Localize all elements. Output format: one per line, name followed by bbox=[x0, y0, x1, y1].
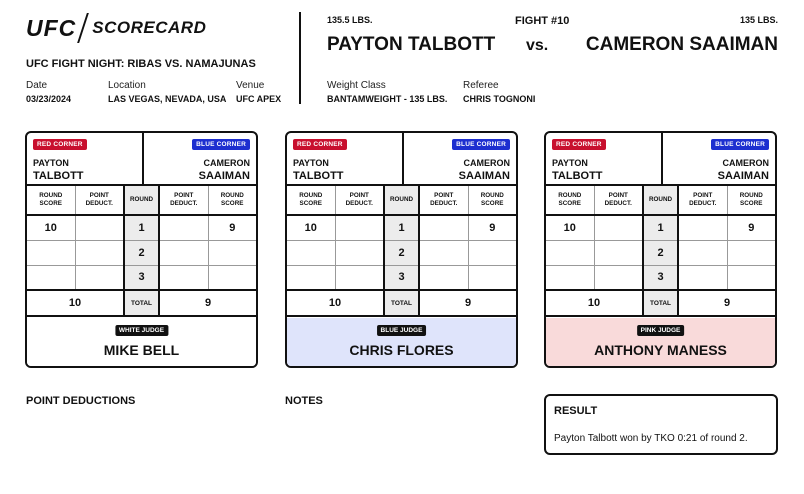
header-point-deduct: POINT DEDUCT. bbox=[159, 186, 208, 215]
red-last-name: TALBOTT bbox=[552, 170, 603, 182]
total-row bbox=[27, 290, 256, 316]
blue-total: 9 bbox=[419, 290, 516, 316]
blue-round-score bbox=[727, 240, 775, 265]
red-round-score bbox=[546, 265, 594, 290]
judge-footer bbox=[546, 318, 775, 368]
header-round: ROUND bbox=[643, 186, 678, 215]
blue-point-deduct bbox=[678, 215, 727, 240]
corner-divider bbox=[142, 133, 144, 186]
round-number: 3 bbox=[384, 265, 419, 290]
date-label: Date bbox=[26, 80, 48, 91]
blue-corner-badge: BLUE CORNER bbox=[192, 139, 250, 150]
red-first-name: PAYTON bbox=[293, 158, 329, 168]
round-row bbox=[287, 265, 516, 290]
blue-last-name: SAAIMAN bbox=[198, 170, 250, 182]
result-text: Payton Talbott won by TKO 0:21 of round 2. bbox=[554, 433, 748, 444]
header-round-score: ROUND SCORE bbox=[727, 186, 775, 215]
round-row bbox=[27, 240, 256, 265]
logo-text: UFC bbox=[26, 14, 77, 41]
red-round-score bbox=[27, 240, 75, 265]
blue-round-score: 9 bbox=[468, 215, 516, 240]
blue-last-name: SAAIMAN bbox=[458, 170, 510, 182]
score-grid bbox=[546, 186, 775, 317]
total-row bbox=[546, 290, 775, 316]
point-deductions-title: POINT DEDUCTIONS bbox=[26, 395, 136, 407]
header-round: ROUND bbox=[124, 186, 159, 215]
location-value: LAS VEGAS, NEVADA, USA bbox=[108, 94, 227, 104]
weight-class-value: BANTAMWEIGHT - 135 LBS. bbox=[327, 94, 448, 104]
round-number: 1 bbox=[384, 215, 419, 240]
blue-point-deduct bbox=[419, 240, 468, 265]
round-row bbox=[287, 215, 516, 240]
blue-total: 9 bbox=[159, 290, 256, 316]
red-weight: 135.5 LBS. bbox=[327, 15, 373, 25]
blue-point-deduct bbox=[159, 265, 208, 290]
red-fighter-name: PAYTON TALBOTT bbox=[327, 34, 496, 55]
blue-corner-badge: BLUE CORNER bbox=[711, 139, 769, 150]
blue-point-deduct bbox=[159, 240, 208, 265]
round-number: 1 bbox=[124, 215, 159, 240]
blue-weight: 135 LBS. bbox=[739, 15, 778, 25]
red-point-deduct bbox=[335, 240, 384, 265]
header-point-deduct: POINT DEDUCT. bbox=[75, 186, 124, 215]
red-round-score bbox=[287, 265, 335, 290]
blue-point-deduct bbox=[678, 240, 727, 265]
ufc-logo bbox=[26, 13, 206, 43]
blue-round-score bbox=[208, 240, 256, 265]
scorecard bbox=[285, 131, 518, 368]
location-label: Location bbox=[108, 80, 146, 91]
blue-fighter-name: CAMERON SAAIMAN bbox=[585, 34, 778, 55]
blue-first-name: CAMERON bbox=[203, 158, 250, 168]
red-point-deduct bbox=[594, 240, 643, 265]
total-label: TOTAL bbox=[124, 290, 159, 316]
round-number: 2 bbox=[384, 240, 419, 265]
round-row bbox=[546, 265, 775, 290]
red-total: 10 bbox=[287, 290, 384, 316]
round-row bbox=[546, 240, 775, 265]
judge-label: PINK JUDGE bbox=[637, 325, 685, 336]
score-grid-header bbox=[27, 186, 256, 215]
corner-header bbox=[27, 133, 256, 186]
blue-round-score: 9 bbox=[727, 215, 775, 240]
blue-first-name: CAMERON bbox=[722, 158, 769, 168]
red-corner-badge: RED CORNER bbox=[552, 139, 606, 150]
logo-subtitle: SCORECARD bbox=[92, 18, 207, 37]
judge-name: MIKE BELL bbox=[103, 342, 180, 358]
referee-label: Referee bbox=[463, 80, 499, 91]
judge-footer bbox=[27, 318, 256, 368]
red-point-deduct bbox=[75, 215, 124, 240]
blue-round-score bbox=[468, 240, 516, 265]
corner-header bbox=[287, 133, 516, 186]
blue-round-score: 9 bbox=[208, 215, 256, 240]
red-point-deduct bbox=[75, 265, 124, 290]
score-grid-header bbox=[546, 186, 775, 215]
score-grid bbox=[287, 186, 516, 317]
red-last-name: TALBOTT bbox=[293, 170, 344, 182]
corner-divider bbox=[402, 133, 404, 186]
header-round-score: ROUND SCORE bbox=[468, 186, 516, 215]
header-point-deduct: POINT DEDUCT. bbox=[335, 186, 384, 215]
score-grid bbox=[27, 186, 256, 317]
red-round-score bbox=[27, 265, 75, 290]
blue-point-deduct bbox=[419, 265, 468, 290]
blue-round-score bbox=[208, 265, 256, 290]
blue-round-score bbox=[727, 265, 775, 290]
red-round-score: 10 bbox=[546, 215, 594, 240]
blue-total: 9 bbox=[678, 290, 775, 316]
fight-number: FIGHT #10 bbox=[515, 15, 570, 27]
total-label: TOTAL bbox=[384, 290, 419, 316]
venue-value: UFC APEX bbox=[236, 94, 282, 104]
red-first-name: PAYTON bbox=[552, 158, 588, 168]
blue-round-score bbox=[468, 265, 516, 290]
round-number: 3 bbox=[124, 265, 159, 290]
red-round-score: 10 bbox=[287, 215, 335, 240]
red-first-name: PAYTON bbox=[33, 158, 69, 168]
score-grid-header bbox=[287, 186, 516, 215]
header-point-deduct: POINT DEDUCT. bbox=[419, 186, 468, 215]
red-last-name: TALBOTT bbox=[33, 170, 84, 182]
judge-name: CHRIS FLORES bbox=[349, 342, 454, 358]
header-point-deduct: POINT DEDUCT. bbox=[594, 186, 643, 215]
round-number: 1 bbox=[643, 215, 678, 240]
red-point-deduct bbox=[335, 265, 384, 290]
date-value: 03/23/2024 bbox=[26, 94, 72, 104]
corner-divider bbox=[661, 133, 663, 186]
round-row bbox=[287, 240, 516, 265]
result-title: RESULT bbox=[554, 405, 598, 417]
round-number: 2 bbox=[124, 240, 159, 265]
round-row bbox=[27, 215, 256, 240]
notes-title: NOTES bbox=[285, 395, 323, 407]
blue-point-deduct bbox=[678, 265, 727, 290]
header-round: ROUND bbox=[384, 186, 419, 215]
judge-name: ANTHONY MANESS bbox=[594, 342, 727, 358]
red-round-score bbox=[287, 240, 335, 265]
header-divider bbox=[299, 12, 301, 104]
total-row bbox=[287, 290, 516, 316]
header-point-deduct: POINT DEDUCT. bbox=[678, 186, 727, 215]
total-label: TOTAL bbox=[643, 290, 678, 316]
red-point-deduct bbox=[594, 215, 643, 240]
judge-label: WHITE JUDGE bbox=[115, 325, 168, 336]
red-round-score: 10 bbox=[27, 215, 75, 240]
blue-point-deduct bbox=[159, 215, 208, 240]
judge-label: BLUE JUDGE bbox=[377, 325, 427, 336]
event-title: UFC FIGHT NIGHT: RIBAS VS. NAMAJUNAS bbox=[26, 58, 256, 70]
venue-label: Venue bbox=[236, 80, 265, 91]
weight-class-label: Weight Class bbox=[327, 80, 386, 91]
scorecard bbox=[544, 131, 777, 368]
red-point-deduct bbox=[594, 265, 643, 290]
round-number: 2 bbox=[643, 240, 678, 265]
blue-point-deduct bbox=[419, 215, 468, 240]
blue-last-name: SAAIMAN bbox=[717, 170, 769, 182]
corner-header bbox=[546, 133, 775, 186]
red-total: 10 bbox=[546, 290, 643, 316]
round-number: 3 bbox=[643, 265, 678, 290]
blue-first-name: CAMERON bbox=[463, 158, 510, 168]
red-corner-badge: RED CORNER bbox=[33, 139, 87, 150]
red-point-deduct bbox=[75, 240, 124, 265]
logo-divider bbox=[77, 13, 89, 43]
header-round-score: ROUND SCORE bbox=[208, 186, 256, 215]
round-row bbox=[546, 215, 775, 240]
referee-value: CHRIS TOGNONI bbox=[463, 94, 536, 104]
vs-label: vs. bbox=[526, 37, 549, 54]
red-point-deduct bbox=[335, 215, 384, 240]
round-row bbox=[27, 265, 256, 290]
red-round-score bbox=[546, 240, 594, 265]
header-round-score: ROUND SCORE bbox=[546, 186, 594, 215]
judge-footer bbox=[287, 318, 516, 368]
header-round-score: ROUND SCORE bbox=[27, 186, 75, 215]
red-corner-badge: RED CORNER bbox=[293, 139, 347, 150]
blue-corner-badge: BLUE CORNER bbox=[452, 139, 510, 150]
result-box bbox=[544, 394, 778, 455]
scorecard bbox=[25, 131, 258, 368]
red-total: 10 bbox=[27, 290, 124, 316]
header-round-score: ROUND SCORE bbox=[287, 186, 335, 215]
